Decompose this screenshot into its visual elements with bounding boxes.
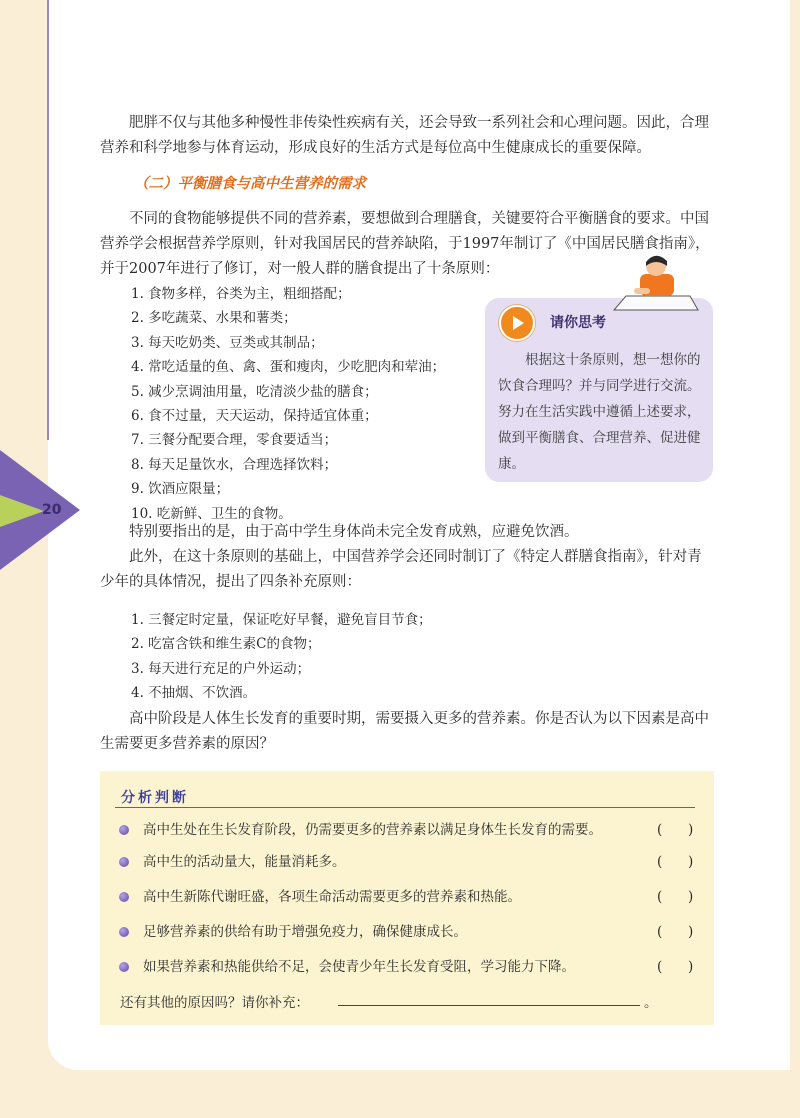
margin-line [47,0,49,440]
list-item: 3. 每天吃奶类、豆类或其制品； [131,334,324,351]
bullet-icon [119,962,129,972]
judgement-item [119,922,711,942]
student-illustration [610,252,702,314]
answer-blank[interactable]: ( ) [657,854,694,870]
list-item: 6. 食不过量，天天运动，保持适宜体重； [131,408,378,425]
paragraph-special-guide: 此外，在这十条原则的基础上，中国营养学会还同时制订了《特定人群膳食指南》，针对青少年的具体情况，提出了四条补充原则： [100,549,702,590]
list-item: 9. 饮酒应限量； [131,481,230,498]
analysis-divider [115,807,695,808]
principles-list [131,282,491,526]
intro-paragraph: 肥胖不仅与其他多种慢性非传染性疾病有关，还会导致一系列社会和心理问题。因此，合理营养和科学地参与体育运动，形成良好的生活方式是每位高中生健康成长的重要保障。 [100,115,709,156]
answer-blank[interactable]: ( ) [657,924,694,940]
judgement-item [119,957,711,977]
list-item: 4. 不抽烟、不饮酒。 [131,685,257,702]
judgement-item [119,820,711,840]
judgement-text: 如果营养素和热能供给不足，会使青少年生长发育受阻，学习能力下降。 [143,959,575,975]
judgement-item [119,852,711,872]
bullet-icon [119,825,129,835]
judgement-item [119,887,711,907]
supplement-end: 。 [644,995,658,1011]
judgement-text: 高中生的活动量大，能量消耗多。 [143,854,346,870]
list-item: 2. 吃富含铁和维生素C的食物； [131,636,321,653]
list-item: 10. 吃新鲜、卫生的食物。 [131,505,292,522]
paragraph-balanced-diet: 不同的食物能够提供不同的营养素，要想做到合理膳食，关键要符合平衡膳食的要求。中国营养学会根据营养学原则，针对我国居民的营养缺陷，于1997年制订了《中国居民膳食指南》，并于2007年进行了修订，对一般人群的膳食提出了十条原则： [100,211,710,277]
list-item: 3. 每天进行充足的户外运动； [131,660,311,677]
bullet-icon [119,857,129,867]
paragraph-question: 高中阶段是人体生长发育的重要时期，需要摄入更多的营养素。你是否认为以下因素是高中生需要更多营养素的原因？ [100,711,709,752]
supplement-answer-line[interactable] [338,1005,640,1006]
answer-blank[interactable]: ( ) [657,822,694,838]
supplementary-principles-list [131,608,691,706]
judgement-text: 高中生处在生长发育阶段，仍需要更多的营养素以满足身体生长发育的需要。 [143,822,602,838]
analysis-title: 分析判断 [121,790,189,806]
list-item: 2. 多吃蔬菜、水果和薯类； [131,310,297,327]
page-number: 20 [42,502,62,518]
list-item: 4. 常吃适量的鱼、禽、蛋和瘦肉，少吃肥肉和荤油； [131,359,446,376]
list-item: 8. 每天足量饮水，合理选择饮料； [131,456,338,473]
bullet-icon [119,927,129,937]
paragraph-alcohol: 特别要指出的是，由于高中学生身体尚未完全发育成熟，应避免饮酒。 [129,524,579,540]
answer-blank[interactable]: ( ) [657,889,694,905]
think-box-text: 根据这十条原则，想一想你的饮食合理吗？并与同学进行交流。努力在生活实践中遵循上述要求，做到平衡膳食、合理营养、促进健康。 [498,352,701,472]
think-box-title: 请你思考 [550,315,606,331]
list-item: 1. 三餐定时定量，保证吃好早餐，避免盲目节食； [131,612,432,628]
play-icon [499,305,535,341]
bullet-icon [119,892,129,902]
judgement-text: 足够营养素的供给有助于增强免疫力，确保健康成长。 [143,924,467,940]
list-item: 7. 三餐分配要合理，零食要适当； [131,432,338,449]
list-item: 5. 减少烹调油用量，吃清淡少盐的膳食； [131,383,378,400]
judgement-text: 高中生新陈代谢旺盛，各项生命活动需要更多的营养素和热能。 [143,889,521,905]
supplement-prompt: 还有其他的原因吗？请你补充： [120,995,309,1011]
section-heading: （二）平衡膳食与高中生营养的需求 [134,175,366,192]
page-tab-accent [0,495,44,527]
list-item: 1. 食物多样，谷类为主，粗细搭配； [131,286,351,302]
answer-blank[interactable]: ( ) [657,959,694,975]
